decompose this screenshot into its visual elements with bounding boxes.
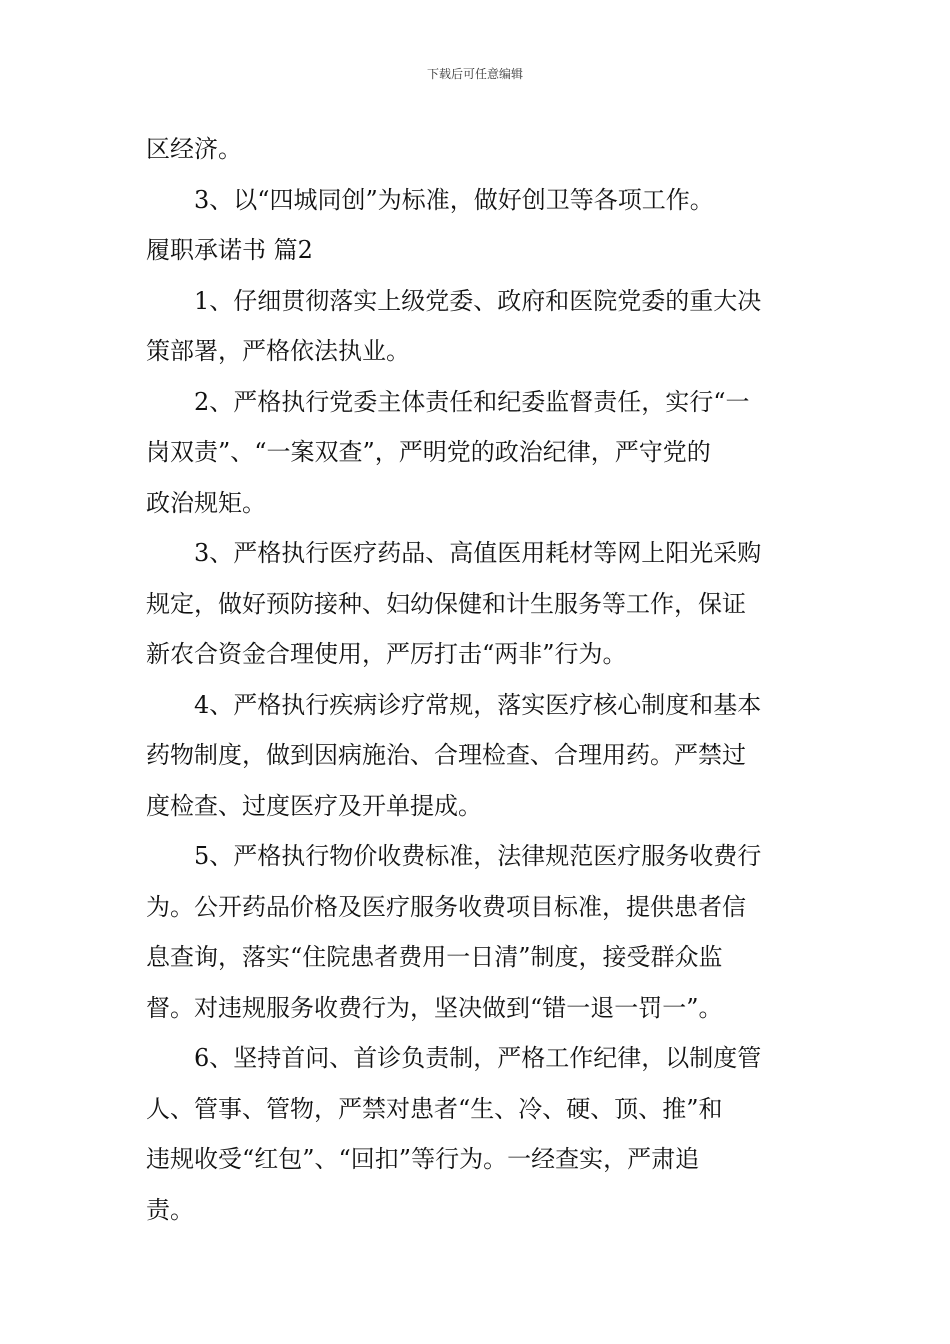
text-line: 2、严格执行党委主体责任和纪委监督责任，实行“一 <box>194 387 750 416</box>
text-line: 5、严格执行物价收费标准，法律规范医疗服务收费行 <box>194 842 762 870</box>
body-paragraph <box>146 831 810 1033</box>
section-heading <box>146 225 810 276</box>
body-paragraph <box>146 276 810 377</box>
text-line: 区经济。 <box>146 135 242 163</box>
text-line: 策部署，严格依法执业。 <box>146 337 410 365</box>
text-line: 息查询，落实“住院患者费用一日清”制度，接受群众监 <box>146 943 723 971</box>
body-paragraph <box>146 1033 810 1235</box>
body-paragraph <box>146 377 810 529</box>
text-line: 政治规矩。 <box>146 488 266 517</box>
text-line: 规定，做好预防接种、妇幼保健和计生服务等工作，保证 <box>146 589 746 618</box>
text-line: 6、坚持首问、首诊负责制，严格工作纪律，以制度管 <box>194 1044 762 1072</box>
text-line: 履职承诺书 篇2 <box>146 236 313 264</box>
text-line: 责。 <box>146 1195 194 1224</box>
text-line: 3、严格执行医疗药品、高值医用耗材等网上阳光采购 <box>194 539 762 567</box>
text-line: 4、严格执行疾病诊疗常规，落实医疗核心制度和基本 <box>194 690 762 719</box>
text-line: 为。公开药品价格及医疗服务收费项目标准，提供患者信 <box>146 892 746 921</box>
body-paragraph <box>146 528 810 680</box>
text-line: 新农合资金合理使用，严厉打击“两非”行为。 <box>146 640 627 668</box>
body-paragraph <box>146 680 810 832</box>
text-line: 人、管事、管物，严禁对患者“生、冷、硬、顶、推”和 <box>146 1094 723 1123</box>
page-header-note: 下载后可任意编辑 <box>426 67 523 81</box>
body-paragraph <box>146 124 810 175</box>
text-line: 1、仔细贯彻落实上级党委、政府和医院党委的重大决 <box>194 286 762 315</box>
text-line: 岗双责”、“一案双查”，严明党的政治纪律，严守党的 <box>146 438 711 466</box>
text-line: 违规收受“红包”、“回扣”等行为。一经查实，严肃追 <box>146 1145 700 1173</box>
text-line: 度检查、过度医疗及开单提成。 <box>146 791 482 820</box>
text-line: 3、以“四城同创”为标准，做好创卫等各项工作。 <box>194 185 714 214</box>
text-line: 督。对违规服务收费行为，坚决做到“错一退一罚一”。 <box>146 993 723 1022</box>
text-line: 药物制度，做到因病施治、合理检查、合理用药。严禁过 <box>146 741 746 769</box>
document-body <box>146 124 810 1235</box>
body-paragraph <box>146 175 810 226</box>
